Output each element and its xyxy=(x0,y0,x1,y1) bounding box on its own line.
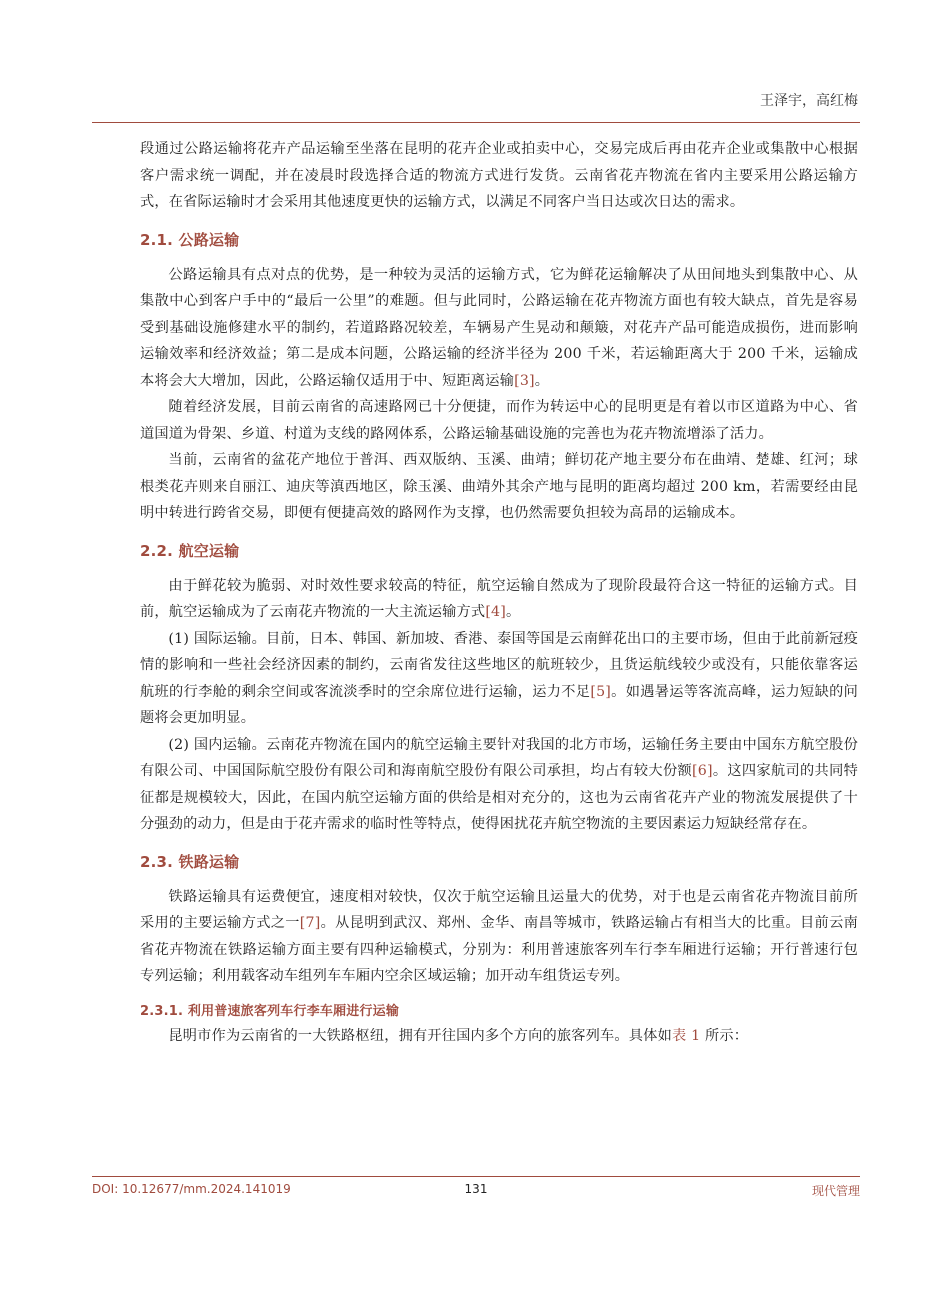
paragraph-text: 公路运输具有点对点的优势，是一种较为灵活的运输方式，它为鲜花运输解决了从田间地头到集散中心、从集散中心到客户手中的“最后一公里”的难题。但与此同时，公路运输在花卉物流方面也有较大缺点，首先是容易受到基础设施修建水平的制约，若道路路况较差，车辆易产生晃动和颠簸，对花卉产品可能造成损伤，进而影响运输效率和经济效益；第二是成本问题，公路运输的经济半径为 200 千米，若运输距离大于 200 千米，运输成本将会大大增加，因此，公路运输仅适用于中、短距离运输 xyxy=(140,266,858,389)
journal-name: 现代管理 xyxy=(811,1184,860,1198)
citation-link-3[interactable]: [3] xyxy=(514,372,535,389)
paragraph-road-advantages: 公路运输具有点对点的优势，是一种较为灵活的运输方式，它为鲜花运输解决了从田间地头到集散中心、从集散中心到客户手中的“最后一公里”的难题。但与此同时，公路运输在花卉物流方面也有较大缺点，首先是容易受到基础设施修建水平的制约，若道路路况较差，车辆易产生晃动和颠簸，对花卉产品可能造成损伤，进而影响运输效率和经济效益；第二是成本问题，公路运输的经济半径为 200 千米，若运输距离大于 200 千米，运输成本将会大大增加，因此，公路运输仅适用于中、短距离运输[3]。 xyxy=(140,266,858,389)
citation-link-6[interactable]: [6] xyxy=(692,763,713,779)
section-heading-2-1: 2.1. 公路运输 xyxy=(140,230,240,249)
doi-link[interactable]: DOI: 10.12677/mm.2024.141019 xyxy=(92,1182,291,1196)
section-heading-2-3: 2.3. 铁路运输 xyxy=(140,852,240,871)
paragraph-text: (2) 国内运输。云南花卉物流在国内的航空运输主要针对我国的北方市场，运输任务主要由中国东方航空股份有限公司、中国国际航空股份有限公司和海南航空股份有限公司承担，均占有较大份额 xyxy=(140,736,858,779)
paragraph-text: 昆明市作为云南省的一大铁路枢纽，拥有开往国内多个方向的旅客列车。具体如 xyxy=(168,1027,672,1044)
paragraph-road-network: 随着经济发展，目前云南省的高速路网已十分便捷，而作为转运中心的昆明更是有着以市区道路为中心、省道国道为骨架、乡道、村道为支线的路网体系，公路运输基础设施的完善也为花卉物流增添了活力。 xyxy=(140,399,858,442)
paragraph-air-intro: 由于鲜花较为脆弱、对时效性要求较高的特征，航空运输自然成为了现阶段最符合这一特征的运输方式。目前，航空运输成为了云南花卉物流的一大主流运输方式[4]。 xyxy=(140,577,858,620)
paragraph-text: 铁路运输具有运费便宜，速度相对较快，仅次于航空运输且运量大的优势，对于也是云南省花卉物流目前所采用的主要运输方式之一 xyxy=(140,888,858,931)
paragraph-air-international: (1) 国际运输。目前，日本、韩国、新加坡、香港、泰国等国是云南鲜花出口的主要市场，但由于此前新冠疫情的影响和一些社会经济因素的制约，云南省发往这些地区的航班较少，且货运航线较少或没有，只能依靠客运航班的行李舱的剩余空间或客流淡季时的空余席位进行运输，运力不足[5]。如遇暑运等客流高峰，运力短缺的问题将会更加明显。 xyxy=(140,630,859,726)
paragraph-text: 由于鲜花较为脆弱、对时效性要求较高的特征，航空运输自然成为了现阶段最符合这一特征的运输方式。目前，航空运输成为了云南花卉物流的一大主流运输方式 xyxy=(140,577,858,620)
paragraph-air-domestic: (2) 国内运输。云南花卉物流在国内的航空运输主要针对我国的北方市场，运输任务主要由中国东方航空股份有限公司、中国国际航空股份有限公司和海南航空股份有限公司承担，均占有较大份额[6]。这四家航司的共同特征都是规模较大，因此，在国内航空运输方面的供给是相对充分的，这也为云南省花卉产业的物流发展提供了十分强劲的动力，但是由于花卉需求的临时性等特点，使得困扰花卉航空物流的主要因素运力短缺经常存在。 xyxy=(140,736,858,832)
citation-link-5[interactable]: [5] xyxy=(590,683,612,700)
footer-divider xyxy=(92,1176,860,1177)
paragraph-rail-intro: 铁路运输具有运费便宜，速度相对较快，仅次于航空运输且运量大的优势，对于也是云南省花卉物流目前所采用的主要运输方式之一[7]。从昆明到武汉、郑州、金华、南昌等城市，铁路运输占有相当大的比重。目前云南省花卉物流在铁路运输方面主要有四种运输模式，分别为：利用普速旅客列车行李车厢进行运输；开行普速行包专列运输；利用载客动车组列车车厢内空余区域运输；加开动车组货运专列。 xyxy=(140,888,859,984)
paragraph-text: 从昆明到武汉、郑州、金华、南昌等城市，铁路运输占有相当大的比重。目前云南省花卉物流在铁路运输方面主要有四种运输模式，分别为：利用普速旅客列车行李车厢进行运输；开行普速行包专列运输；利用载客动车组列车车厢内空余区域运输；加开动车组货运专列。 xyxy=(140,915,859,984)
page-footer xyxy=(92,1182,860,1202)
paragraph-production-areas: 当前，云南省的盆花产地位于普洱、西双版纳、玉溪、曲靖；鲜切花产地主要分布在曲靖、楚雄、红河；球根类花卉则来自丽江、迪庆等滇西地区，除玉溪、曲靖外其余产地与昆明的距离均超过 200 km，若需要经由昆明中转进行跨省交易，即便有便捷高效的路网作为支撑，也仍然需要负担较为高昂的运输成本。 xyxy=(140,452,858,521)
paragraph-intro: 段通过公路运输将花卉产品运输至坐落在昆明的花卉企业或拍卖中心，交易完成后再由花卉企业或集散中心根据客户需求统一调配，并在凌晨时段选择合适的物流方式进行发货。云南省花卉物流在省内主要采用公路运输方式，在省际运输时才会采用其他速度更快的运输方式，以满足不同客户当日达或次日达的需求。 xyxy=(140,141,858,210)
paragraph-text: (1) 国际运输。目前，日本、韩国、新加坡、香港、泰国等国是云南鲜花出口的主要市场，但由于此前新冠疫情的影响和一些社会经济因素的制约，云南省发往这些地区的航班较少，且货运航线较少或没有，只能依靠客运航班的行李舱的剩余空间或客流淡季时的空余席位进行运输，运力不足 xyxy=(140,630,858,700)
article-body xyxy=(140,136,858,1049)
paragraph-kunming-hub xyxy=(140,1023,858,1050)
header-authors: 王泽宇，高红梅 xyxy=(760,93,858,109)
citation-link-4[interactable]: [4] xyxy=(485,604,507,620)
paragraph-text: 所示： xyxy=(705,1027,749,1044)
header-divider xyxy=(92,122,860,123)
paragraph-text: 如遇暑运等客流高峰，运力短缺的问题将会更加明显。 xyxy=(140,683,859,726)
table-reference-link[interactable]: 表 1 xyxy=(671,1027,701,1044)
paragraph-text: 这四家航司的共同特征都是规模较大，因此，在国内航空运输方面的供给是相对充分的，这也为云南省花卉产业的物流发展提供了十分强劲的动力，但是由于花卉需求的临时性等特点，使得困扰花卉航空物流的主要因素运力短缺经常存在。 xyxy=(140,763,858,832)
citation-link-7[interactable]: [7] xyxy=(299,915,321,931)
subsection-heading-2-3-1: 2.3.1. 利用普速旅客列车行李车厢进行运输 xyxy=(140,1003,400,1019)
page-number: 131 xyxy=(464,1182,488,1196)
section-heading-2-2: 2.2. 航空运输 xyxy=(140,541,240,560)
